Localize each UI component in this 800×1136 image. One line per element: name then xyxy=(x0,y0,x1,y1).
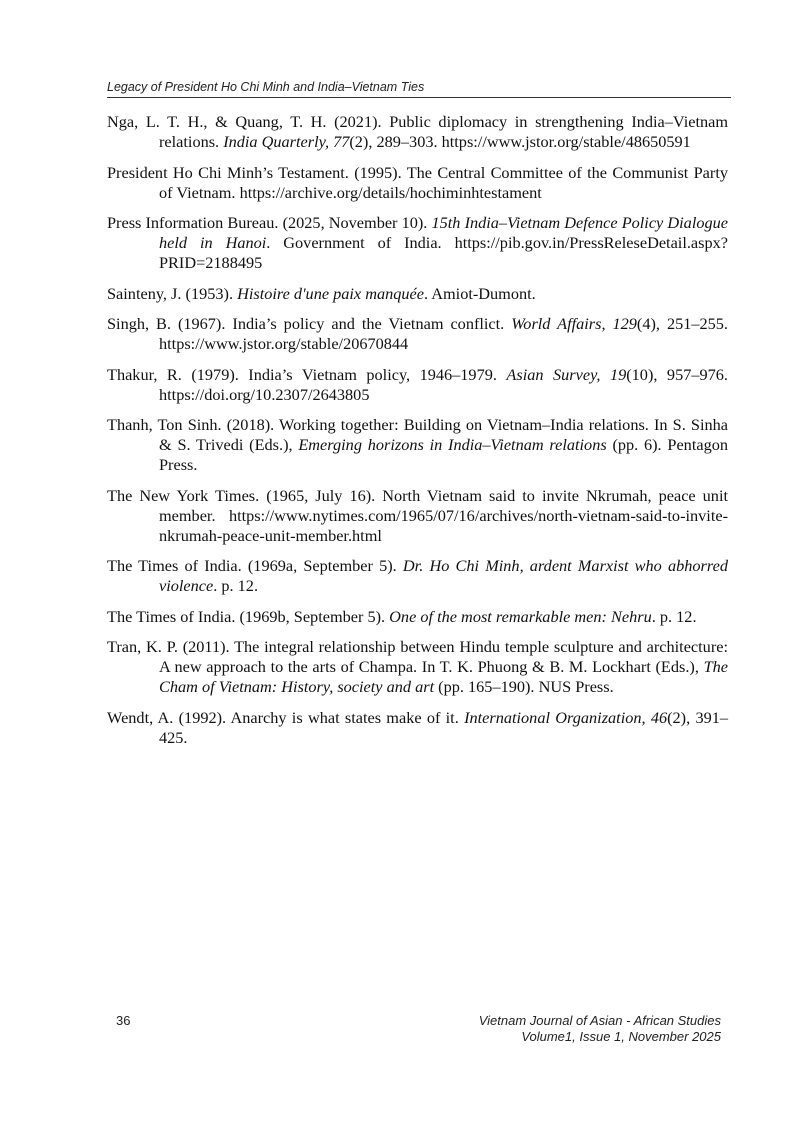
reference-item: Thanh, Ton Sinh. (2018). Working together: Building on Vietnam–India relations. In S. Sinha & S. Trivedi (Eds.), Emerging horizons in India–Vietnam relations (pp. 6). Pentagon Press. xyxy=(107,415,728,474)
page-number: 36 xyxy=(116,1013,131,1028)
reference-item: Press Information Bureau. (2025, November 10). 15th India–Vietnam Defence Policy Dialogue held in Hanoi. Government of India. https://pib.gov.in/PressReleseDetail.aspx?PRID=2188495 xyxy=(107,213,728,272)
reference-item: Tran, K. P. (2011). The integral relationship between Hindu temple sculpture and architecture: A new approach to the arts of Champa. In T. K. Phuong & B. M. Lockhart (Eds.), The Cham of Vietnam: History, society and art (pp. 165–190). NUS Press. xyxy=(107,637,728,696)
running-header: Legacy of President Ho Chi Minh and India–Vietnam Ties xyxy=(107,80,731,98)
reference-item: The Times of India. (1969a, September 5). Dr. Ho Chi Minh, ardent Marxist who abhorred violence. p. 12. xyxy=(107,556,728,595)
journal-issue: Volume1, Issue 1, November 2025 xyxy=(521,1029,721,1044)
reference-item: Thakur, R. (1979). India’s Vietnam policy, 1946–1979. Asian Survey, 19(10), 957–976. https://doi.org/10.2307/2643805 xyxy=(107,364,728,404)
reference-list xyxy=(107,112,728,758)
reference-item: Singh, B. (1967). India’s policy and the Vietnam conflict. World Affairs, 129(4), 251–255. https://www.jstor.org/stable/20670844 xyxy=(107,314,729,353)
reference-item: Sainteny, J. (1953). Histoire d'une paix manquée. Amiot-Dumont. xyxy=(107,283,536,303)
reference-item: The Times of India. (1969b, September 5). One of the most remarkable men: Nehru. p. 12. xyxy=(107,606,697,626)
reference-item: President Ho Chi Minh’s Testament. (1995). The Central Committee of the Communist Party of Vietnam. https://archive.org/details/hochiminhtestament xyxy=(107,162,728,202)
reference-item: The New York Times. (1965, July 16). North Vietnam said to invite Nkrumah, peace unit member. https://www.nytimes.com/1965/07/16/archives/north-vietnam-said-to-invite-nkrumah-peace-unit-member.html xyxy=(107,485,728,545)
journal-name: Vietnam Journal of Asian - African Studies xyxy=(478,1013,721,1028)
reference-item: Nga, L. T. H., & Quang, T. H. (2021). Public diplomacy in strengthening India–Vietnam relations. India Quarterly, 77(2), 289–303. https://www.jstor.org/stable/48650591 xyxy=(107,112,728,151)
journal-footer xyxy=(479,1013,721,1045)
reference-item: Wendt, A. (1992). Anarchy is what states make of it. International Organization, 46(2), 391–425. xyxy=(107,707,729,747)
